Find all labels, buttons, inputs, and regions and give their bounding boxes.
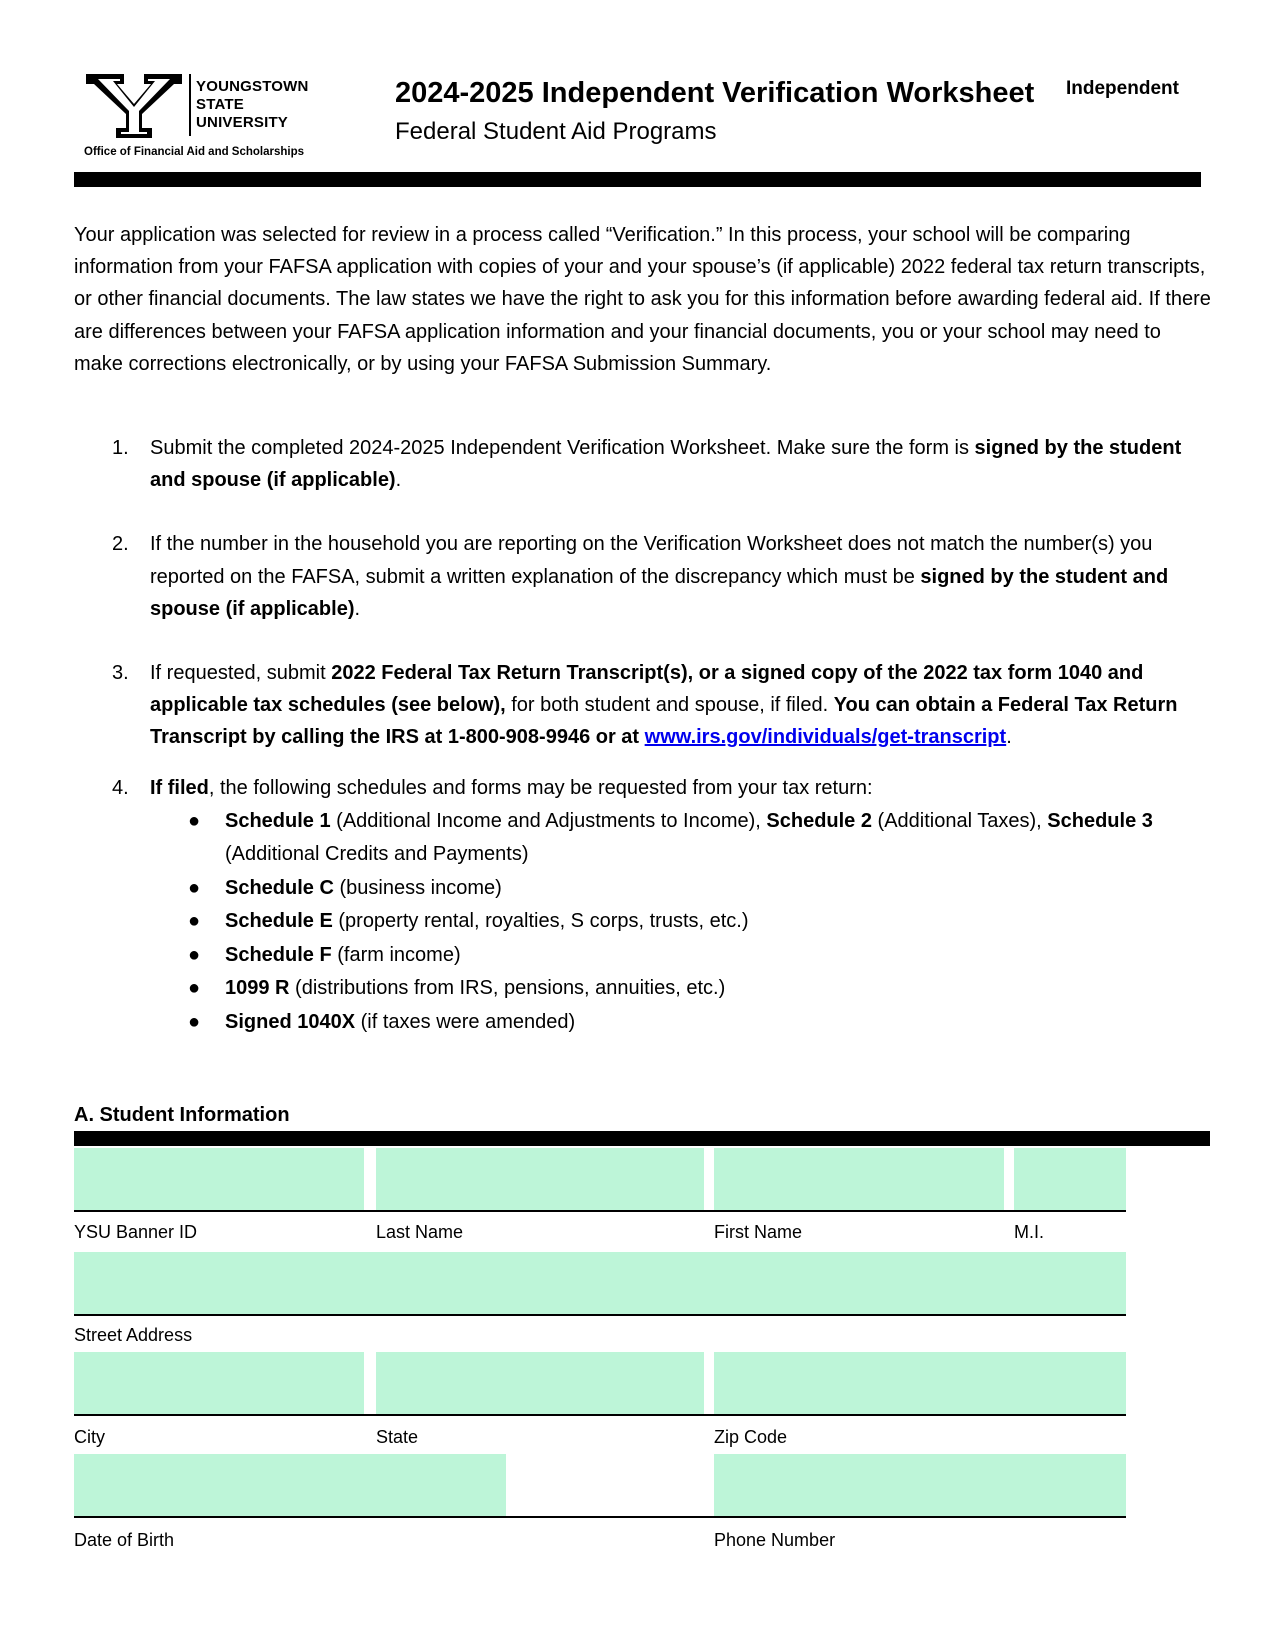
intro-paragraph: Your application was selected for review in a process called “Verification.” In this process, your school will be comparing information from your FAFSA application with copies of your and your spouse’s (if applicable) 2022 federal tax return transcripts, or other financial documents. The law states we have the right to ask you for this information before awarding federal aid. If there are differences between your FAFSA application information and your financial documents, you or your school may need to make corrections electronically, or by using your FAFSA Submission Summary.: [74, 224, 1211, 375]
instruction-steps: [74, 432, 1214, 1039]
field-underline: [74, 1210, 1126, 1212]
field-underline: [74, 1516, 1126, 1518]
zip-code-label: Zip Code: [714, 1427, 788, 1447]
schedule-name: Schedule 3: [1047, 809, 1153, 832]
bullet-icon: ●: [188, 876, 201, 899]
step-end: .: [395, 469, 402, 492]
mi-field[interactable]: [1014, 1148, 1126, 1210]
last-name-label: Last Name: [376, 1222, 464, 1242]
step-text: If requested, submit: [150, 662, 332, 685]
schedule-name: 1099 R: [225, 977, 290, 1000]
date-of-birth-label: Date of Birth: [74, 1530, 175, 1550]
ysu-y-logo-icon: [84, 72, 184, 140]
schedule-desc: (distributions from IRS, pensions, annuities, etc.): [289, 977, 726, 1000]
ysu-logo: [84, 72, 324, 164]
bullet-icon: ●: [188, 977, 201, 1000]
state-field[interactable]: [376, 1352, 704, 1414]
first-name-label: First Name: [714, 1222, 803, 1242]
logo-university-name: YOUNGSTOWN STATE UNIVERSITY: [196, 78, 309, 131]
page-subtitle: Federal Student Aid Programs: [395, 118, 717, 145]
schedule-desc: (if taxes were amended): [355, 1010, 576, 1033]
step-number: 4.: [112, 776, 129, 799]
street-address-field[interactable]: [74, 1252, 1126, 1314]
step-number: 2.: [112, 533, 129, 556]
zip-code-field[interactable]: [714, 1352, 1126, 1414]
step-3: [74, 657, 1214, 754]
schedule-desc: (Additional Taxes),: [872, 809, 1048, 832]
schedule-desc: (Additional Credits and Payments): [225, 843, 529, 866]
last-name-field[interactable]: [376, 1148, 704, 1210]
list-item: [150, 872, 1214, 906]
step-text: If the number in the household you are reporting on the Verification Worksheet does not match the number(s) you reported on the FAFSA, submit a written explanation of the discrepancy which must be: [150, 533, 1153, 588]
logo-office-name: Office of Financial Aid and Scholarships: [84, 146, 305, 158]
schedule-name: Signed 1040X: [225, 1010, 356, 1033]
city-field[interactable]: [74, 1352, 364, 1414]
step-2: [74, 528, 1214, 625]
step-emphasis: You can obtain a Federal Tax Return Transcript by calling the IRS at 1-800-908-9946 or at: [150, 694, 1178, 749]
worksheet-type-tag: Independent: [1066, 78, 1179, 99]
section-title-student-info: A. Student Information: [74, 1104, 290, 1126]
field-underline: [74, 1414, 1126, 1416]
date-of-birth-field[interactable]: [74, 1454, 506, 1516]
step-emphasis: signed by the student and spouse (if applicable): [150, 565, 1169, 620]
street-address-label: Street Address: [74, 1325, 193, 1345]
irs-transcript-link[interactable]: www.irs.gov/individuals/get-transcript: [644, 726, 1007, 749]
step-text: Submit the completed 2024-2025 Independent Verification Worksheet. Make sure the form is: [150, 437, 975, 459]
mi-label: M.I.: [1014, 1222, 1044, 1242]
phone-number-field[interactable]: [714, 1454, 1126, 1516]
state-label: State: [376, 1427, 419, 1447]
header-divider-bar: [74, 172, 1201, 187]
list-item: [150, 1006, 1214, 1040]
schedule-list: [150, 805, 1214, 1040]
schedule-desc: (business income): [333, 876, 502, 899]
field-underline: [74, 1314, 1126, 1316]
list-item: [150, 939, 1214, 973]
step-emphasis: 2022 Federal Tax Return Transcript(s), or a signed copy of the 2022 tax form 1040 and applicable tax schedules (see below),: [150, 662, 1144, 717]
schedule-name: Schedule 2: [766, 809, 872, 832]
city-label: City: [74, 1427, 105, 1447]
banner-id-label: YSU Banner ID: [74, 1222, 198, 1242]
schedule-name: Schedule C: [225, 876, 334, 899]
step-number: 1.: [112, 437, 129, 459]
bullet-icon: ●: [188, 1010, 201, 1033]
step-text: , the following schedules and forms may be requested from your tax return:: [208, 776, 873, 799]
schedule-name: Schedule 1: [225, 809, 331, 832]
banner-id-field[interactable]: [74, 1148, 364, 1210]
section-divider-bar: [74, 1131, 1210, 1146]
list-item: [150, 905, 1214, 939]
schedule-name: Schedule F: [225, 943, 332, 966]
page-title: 2024-2025 Independent Verification Worksheet: [395, 77, 1035, 109]
first-name-field[interactable]: [714, 1148, 1004, 1210]
step-end: .: [354, 597, 361, 620]
schedule-desc: (property rental, royalties, S corps, trusts, etc.): [332, 910, 749, 933]
step-emphasis: If filed: [150, 776, 209, 799]
step-end: .: [1006, 726, 1012, 749]
step-number: 3.: [112, 662, 129, 685]
step-emphasis: signed by the student and spouse (if applicable): [150, 437, 1182, 492]
step-text: for both student and spouse, if filed.: [505, 694, 834, 717]
step-1: [74, 432, 1214, 496]
bullet-icon: ●: [188, 943, 201, 966]
phone-number-label: Phone Number: [714, 1530, 836, 1550]
bullet-icon: ●: [188, 809, 201, 832]
bullet-icon: ●: [188, 910, 201, 933]
schedule-name: Schedule E: [225, 910, 333, 933]
logo-divider: [189, 74, 191, 136]
schedule-desc: (Additional Income and Adjustments to Income),: [330, 809, 767, 832]
step-4: [74, 772, 1214, 1040]
list-item: [150, 972, 1214, 1006]
schedule-desc: (farm income): [331, 943, 461, 966]
list-item: [150, 805, 1214, 872]
